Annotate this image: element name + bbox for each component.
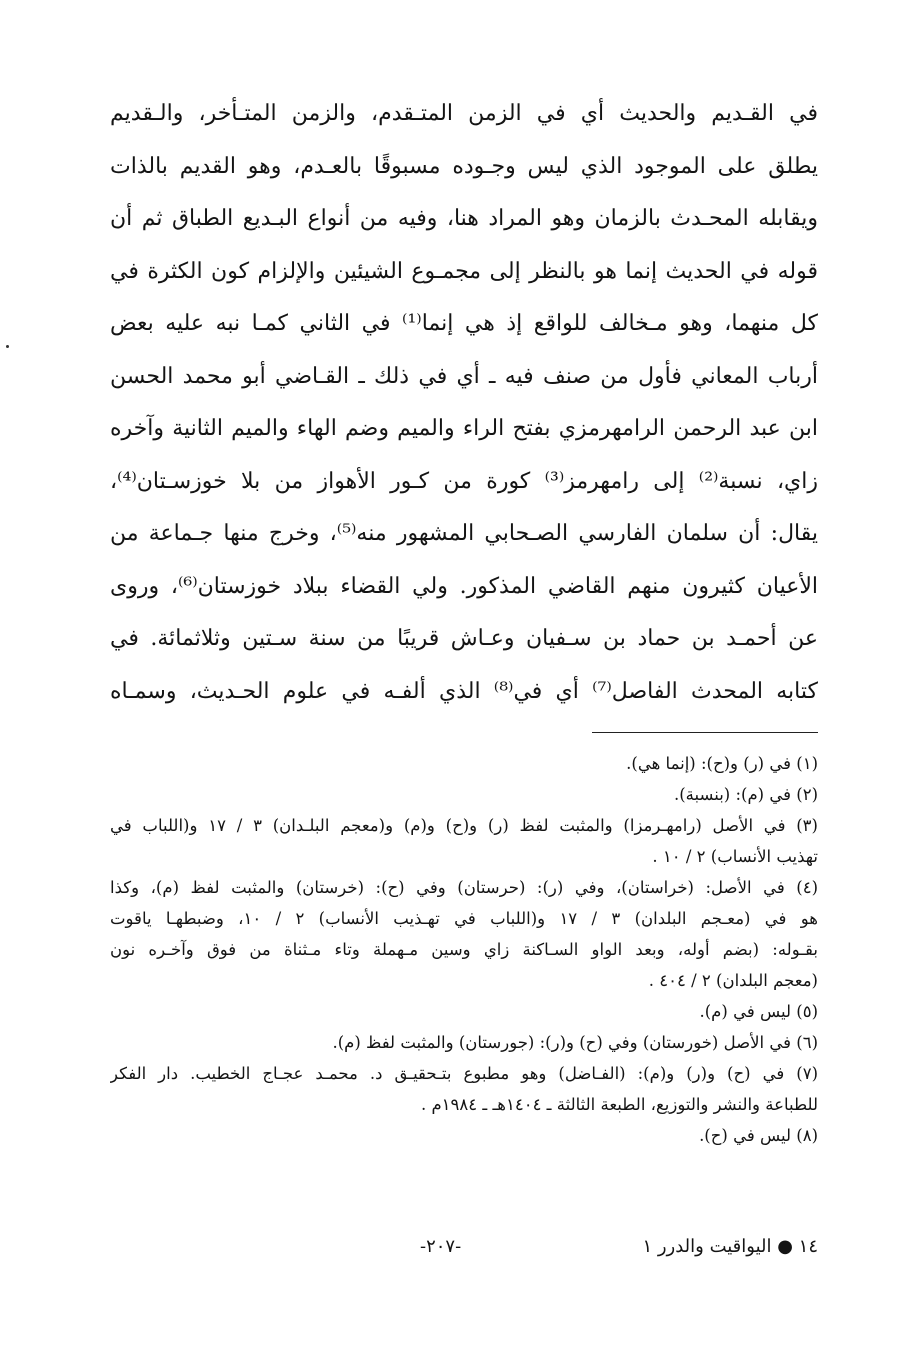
footnote-4-continued: (معجم البلدان) ٢ / ٤٠٤ . xyxy=(648,971,818,990)
book-signature-label: ١٤ ● اليواقيت والدرر ١ xyxy=(642,1236,818,1257)
footnotes-section xyxy=(110,748,818,1151)
body-line: كل منهما، وهو مـخالف للواقع إذ هي إنما⁽¹⁾ في الثاني كمـا نبه عليه بعض xyxy=(110,311,818,336)
footnote-5: (٥) ليس في (م). xyxy=(699,1002,818,1021)
body-line: زاي، نسبة⁽²⁾ إلى رامهرمز⁽³⁾ كورة من كـور الأهواز من بلا خوزسـتان⁽⁴⁾، xyxy=(110,468,818,494)
footnote-4-continued: بقـوله: (بضم أوله، وبعد الواو السـاكنة زاي وسين مـهملة وتاء مـثناة من فوق وآخـره نون xyxy=(110,940,818,959)
body-line: كتابه المحدث الفاصل⁽⁷⁾ أي في⁽⁸⁾ الذي ألفـه في علوم الحـديث، وسمـاه xyxy=(110,678,818,704)
body-line: ابن عبد الرحمن الرامهرمزي بفتح الراء والميم وضم الهاء والميم الثانية وآخره xyxy=(110,416,818,441)
main-body-text xyxy=(110,88,818,718)
margin-mark xyxy=(6,345,9,348)
footnote-6: (٦) في الأصل (خورستان) وفي (ح) و(ر): (جورستان) والمثبت لفظ (م). xyxy=(332,1033,818,1052)
body-line: أرباب المعاني فأول من صنف فيه ـ أي في ذلك ـ القـاضي أبو محمد الحسن xyxy=(110,363,818,389)
body-line: في القـديم والحديث أي في الزمن المتـقدم، والزمن المتـأخر، والـقديم xyxy=(110,101,818,126)
body-line: ويقابله المحـدث بالزمان وهو المراد هنا، وفيه من أنواع البـديع الطباق ثم أن xyxy=(110,206,818,231)
body-line: يطلق على الموجود الذي ليس وجـوده مسبوقًا بالعـدم، وهو القديم بالذات xyxy=(110,153,818,179)
body-line: الأعيان كثيرون منهم القاضي المذكور. ولي القضاء ببلاد خوزستان⁽⁶⁾، وروى xyxy=(110,573,818,599)
body-line: يقال: أن سلمان الفارسي الصـحابي المشهور منه⁽⁵⁾، وخرج منها جـماعة من xyxy=(110,521,818,546)
footnote-1: (١) في (ر) و(ح): (إنما هي). xyxy=(626,754,818,773)
body-line: قوله في الحديث إنما هو بالنظر إلى مجمـوع الشيئين والإلزام كون الكثرة في xyxy=(110,258,818,284)
footnote-4: (٤) في الأصل: (خراستان)، وفي (ر): (حرستان) وفي (ح): (خرستان) والمثبت لفظ (م)، وكذا xyxy=(110,878,818,897)
footnote-separator xyxy=(592,732,818,733)
footnote-7: (٧) في (ح) و(ر) و(م): (الفـاضل) وهو مطبوع بتـحقيـق د. محمـد عجـاج الخطيب. دار الفكر xyxy=(110,1064,818,1083)
page-number: -٢٠٧- xyxy=(420,1236,462,1257)
footnote-3-continued: تهذيب الأنساب) ٢ / ١٠ . xyxy=(652,847,818,866)
footnote-8: (٨) ليس في (ح). xyxy=(699,1126,818,1145)
page-footer xyxy=(110,1236,818,1268)
footnote-2: (٢) في (م): (بنسبة). xyxy=(673,785,818,804)
footnote-7-continued: للطباعة والنشر والتوزيع، الطبعة الثالثة ـ ١٤٠٤هـ ـ ١٩٨٤م . xyxy=(420,1095,818,1114)
footnote-3: (٣) في الأصل (رامهـرمزا) والمثبت لفظ (ر) و(ح) و(م) و(معجم البلـدان) ٣ / ١٧ و(اللباب في xyxy=(110,816,818,835)
footnote-4-continued: هو في (معـجم البلدان) ٣ / ١٧ و(اللباب في تهـذيب الأنساب) ٢ / ١٠، وضبطهـا ياقوت xyxy=(110,909,818,928)
body-line: عن أحمـد بن حماد بن سـفيان وعـاش قريبًا من سنة سـتين وثلاثمائة. في xyxy=(110,626,818,651)
